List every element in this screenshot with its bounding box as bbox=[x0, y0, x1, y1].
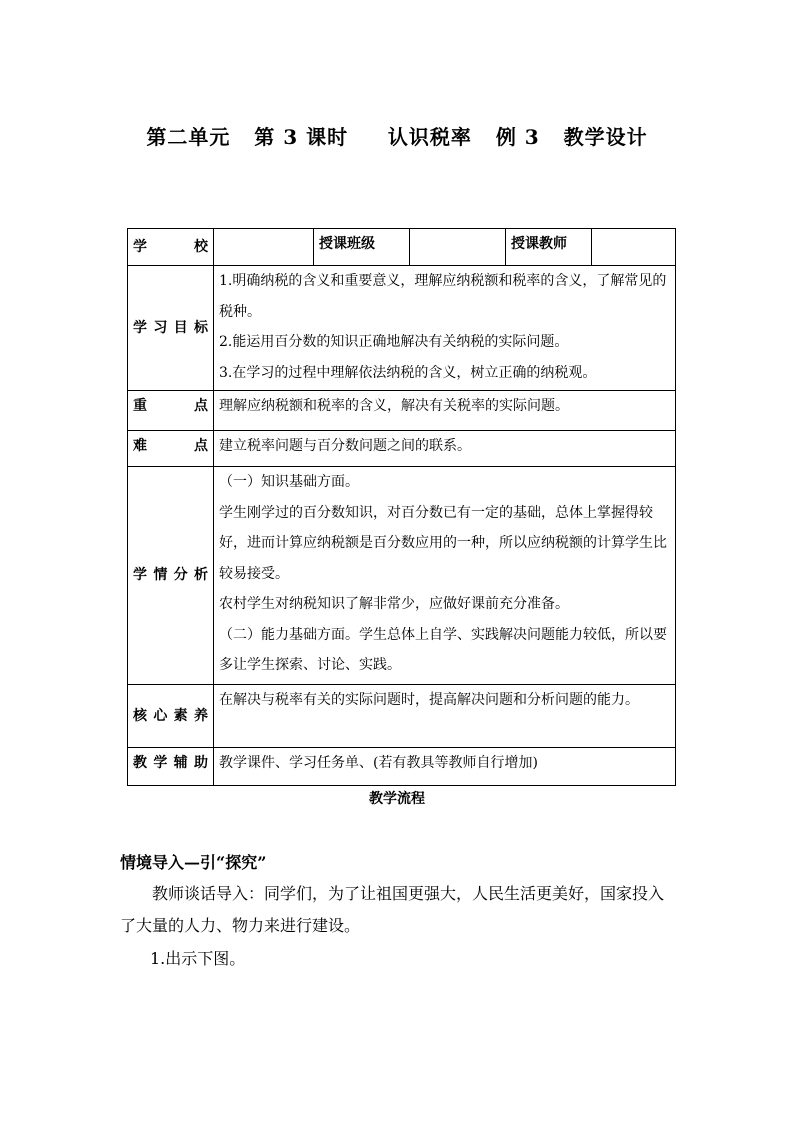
school-row bbox=[128, 229, 676, 266]
school-value bbox=[214, 229, 314, 266]
difficult-text: 建立税率问题与百分数问题之间的联系。 bbox=[214, 431, 676, 467]
difficult-row bbox=[128, 431, 676, 467]
document-title: 第二单元 第 3 课时 认识税率 例 3 教学设计 bbox=[146, 125, 648, 149]
difficult-label: 难点 bbox=[128, 431, 214, 467]
flow-caption: 教学流程 bbox=[369, 791, 425, 807]
teacher-label: 授课教师 bbox=[506, 229, 592, 266]
intro-paragraph: 教师谈话导入：同学们，为了让祖国更强大，人民生活更美好，国家投入了大量的人力、物力来进行建设。 bbox=[120, 884, 665, 935]
key-row bbox=[128, 391, 676, 431]
core-text: 在解决与税率有关的实际问题时，提高解决问题和分析问题的能力。 bbox=[214, 685, 676, 748]
school-label: 学校 bbox=[128, 229, 214, 266]
analysis-item: 农村学生对纳税知识了解非常少，应做好课前充分准备。 bbox=[219, 596, 569, 612]
aids-text: 教学课件、学习任务单、(若有教具等教师自行增加) bbox=[214, 748, 676, 786]
goals-label: 学习目标 bbox=[128, 266, 214, 391]
instruction-paragraph: 1.出示下图。 bbox=[150, 949, 246, 968]
goals-row bbox=[128, 266, 676, 391]
goal-item: 1.明确纳税的含义和重要意义，理解应纳税额和税率的含义，了解常见的税种。 bbox=[219, 273, 667, 320]
class-value bbox=[410, 229, 506, 266]
key-label: 重点 bbox=[128, 391, 214, 431]
analysis-cell bbox=[214, 467, 676, 685]
core-row bbox=[128, 685, 676, 748]
analysis-label: 学情分析 bbox=[128, 467, 214, 685]
key-text: 理解应纳税额和税率的含义，解决有关税率的实际问题。 bbox=[214, 391, 676, 431]
analysis-item: 学生刚学过的百分数知识，对百分数已有一定的基础，总体上掌握得较好，进而计算应纳税额是百分数应用的一种，所以应纳税额的计算学生比较易接受。 bbox=[219, 504, 667, 582]
analysis-row bbox=[128, 467, 676, 685]
core-label: 核心素养 bbox=[128, 685, 214, 748]
lesson-plan-table bbox=[127, 228, 676, 786]
aids-row bbox=[128, 748, 676, 786]
teacher-value bbox=[592, 229, 676, 266]
class-label: 授课班级 bbox=[314, 229, 410, 266]
goal-item: 2.能运用百分数的知识正确地解决有关纳税的实际问题。 bbox=[219, 334, 569, 350]
aids-label: 教学辅助 bbox=[128, 748, 214, 786]
goal-item: 3.在学习的过程中理解依法纳税的含义，树立正确的纳税观。 bbox=[219, 364, 597, 381]
goals-cell bbox=[214, 266, 676, 391]
analysis-item: （一）知识基础方面。 bbox=[219, 474, 359, 490]
analysis-item: （二）能力基础方面。学生总体上自学、实践解决问题能力较低，所以要多让学生探索、讨论、实践。 bbox=[219, 626, 667, 673]
section-heading: 情境导入—引“探究” bbox=[120, 853, 267, 872]
